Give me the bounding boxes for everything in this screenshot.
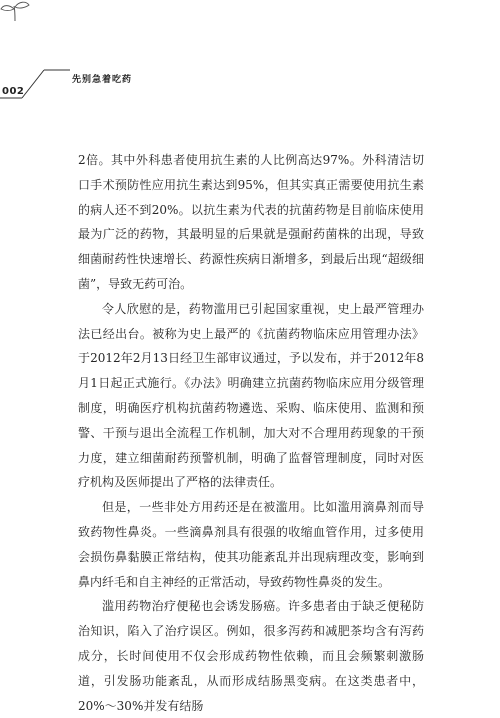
paragraph-4: 滥用药物治疗便秘也会诱发肠癌。许多患者由于缺乏便秘防治知识，陷入了治疗误区。例如，很多泻药和减肥茶均含有泻药成分，长时间使用不仅会形成药物性依赖，而且会频繁刺激肠道，引发肠功能紊乱，从而形成结肠黑变病。在这类患者中，20%～30%并发有结肠 [78,599,424,713]
paragraph-2: 令人欣慰的是，药物滥用已引起国家重视，史上最严管理办法已经出台。被称为史上最严的《抗菌药物临床应用管理办法》于2012年2月13日经卫生部审议通过，予以发布，并于2012年8月1日起正式施行。《办法》明确建立抗菌药物临床应用分级管理制度，明确医疗机构抗菌药物遴选、采购、临床使用、监测和预警、干预与退出全流程工作机制，加大对不合理用药现象的干预力度，建立细菌耐药预警机制，明确了监督管理制度，同时对医疗机构及医师提出了严格的法律责任。 [78,301,424,490]
header-slant-line [22,70,44,98]
running-title: 先别急着吃药 [72,75,133,85]
paragraph-3: 但是，一些非处方用药还是在被滥用。比如滥用滴鼻剂而导致药物性鼻炎。一些滴鼻剂具有很强的收缩血管作用，过多使用会损伤鼻黏膜正常结构，使其功能紊乱并出现病理改变，影响到鼻内纤毛和自主神经的正常活动，导致药物性鼻炎的发生。 [78,500,424,589]
header-decoration [0,0,500,110]
paragraph-1: 2倍。其中外科患者使用抗生素的人比例高达97%。外科清洁切口手术预防性应用抗生素达到95%，但其实真正需要使用抗生素的病人还不到20%。以抗生素为代表的抗菌药物是目前临床使用最为广泛的药物，其最明显的后果就是强耐药菌株的出现，导致细菌耐药性快速增长、药源性疾病日渐增多，到最后出现“超级细菌”，导致无药可治。 [78,153,424,291]
page-header [0,0,500,110]
sprout-icon [0,0,30,22]
body-text [78,148,424,718]
page-number: 002 [2,86,25,97]
